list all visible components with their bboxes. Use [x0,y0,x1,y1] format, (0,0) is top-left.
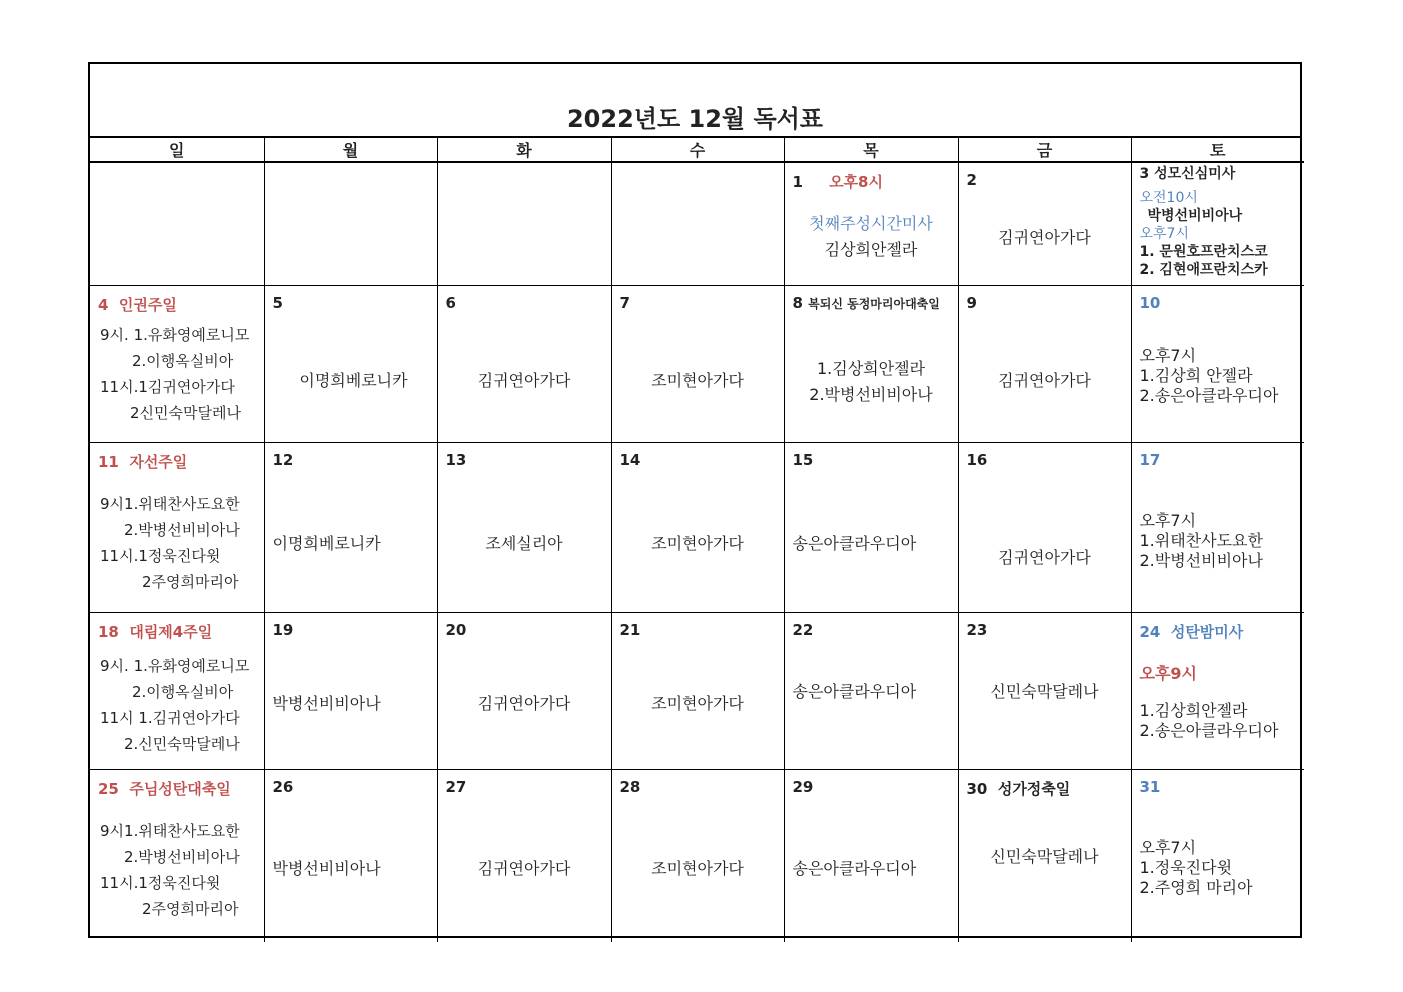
day-number: 10 [1139,294,1161,312]
day-number: 5 [272,294,283,312]
day-cell-empty [90,162,264,286]
reader-line: 9시1.위태찬사도요한 [100,495,240,513]
event-label: 성탄밤미사 [1170,623,1244,641]
day-cell-21 [611,613,784,770]
event-label: 인권주일 [118,296,177,314]
day-cell-30 [958,770,1131,943]
reader-name: 김귀연아가다 [477,859,571,878]
mass-name: 첫째주성시간미사 [809,214,933,233]
day-number: 31 [1139,778,1161,796]
day-number: 3 성모신심미사 [1139,166,1236,182]
day-number: 8 복되신 동정마리아대축일 [792,294,940,312]
day-cell-24 [1131,613,1304,770]
weekday-sun: 일 [90,137,264,162]
reader-name: 조미현아가다 [651,694,744,713]
day-number: 29 [792,778,814,796]
day-cell-14 [611,443,784,613]
reader-name: 조미현아가다 [651,371,744,390]
day-cell-16 [958,443,1131,613]
reader-name: 김귀연아가다 [477,371,571,390]
day-number: 17 [1139,451,1161,469]
reader-name: 신민숙막달레나 [990,682,1099,701]
weekday-mon: 월 [264,137,437,162]
reader-line: 2주영희마리아 [142,900,239,918]
time-label: 오후7시 [1139,226,1189,242]
day-cell-5 [264,286,437,443]
weekday-sat: 토 [1131,137,1304,162]
reader-name: 1.정욱진다윗 [1139,858,1233,877]
reader-line: 11시 1.김귀연아가다 [100,709,240,727]
reading-schedule-sheet [88,62,1302,938]
day-cell-17 [1131,443,1304,613]
day-number: 22 [792,621,814,639]
week-row-3 [90,443,1304,613]
day-number: 24 성탄밤미사 [1139,623,1244,641]
day-cell-1 [784,162,958,286]
reader-line: 2.신민숙막달레나 [124,735,240,753]
reader-name: 2.송은아클라우디아 [1139,386,1279,405]
day-cell-19 [264,613,437,770]
time-label: 오후7시 [1139,838,1197,857]
event-label: 성가정축일 [997,780,1071,798]
reader-name: 송은아클라우디아 [792,682,917,701]
day-cell-23 [958,613,1131,770]
day-cell-15 [784,443,958,613]
day-cell-9 [958,286,1131,443]
reader-name: 박병선비비아나 [1147,208,1243,224]
weekday-tue: 화 [437,137,611,162]
week-row-4 [90,613,1304,770]
day-number: 14 [619,451,641,469]
time-label: 오후7시 [1139,511,1197,530]
day-cell-4 [90,286,264,443]
day-cell-empty [611,162,784,286]
reader-name: 조세실리아 [485,534,563,553]
day-number: 30 성가정축일 [966,780,1071,798]
reader-line: 9시. 1.유화영예로니모 [100,326,250,344]
reader-line: 2.이행옥실비아 [132,352,234,370]
day-number: 18 대림제4주일 [98,623,213,641]
reader-name: 2.박병선비비아나 [1139,551,1263,570]
event-label: 성모신심미사 [1154,166,1236,182]
reader-name: 2. 김현애프란치스카 [1139,262,1268,278]
reader-name: 송은아클라우디아 [792,859,917,878]
reader-line: 11시.1김귀연아가다 [100,378,235,396]
day-number: 28 [619,778,641,796]
reader-line: 9시. 1.유화영예로니모 [100,657,250,675]
reader-name: 김귀연아가다 [477,694,571,713]
reader-name: 이명희베로니카 [272,534,381,553]
day-number: 7 [619,294,630,312]
reader-line: 2.이행옥실비아 [132,683,234,701]
weekday-header-row [90,137,1304,162]
event-label: 대림제4주일 [129,623,213,641]
day-cell-3 [1131,162,1304,286]
reader-name: 김귀연아가다 [998,548,1091,567]
reader-name: 신민숙막달레나 [990,847,1099,866]
reader-name: 조미현아가다 [651,534,744,553]
page-title: 2022년도 12월 독서표 [90,64,1300,138]
day-cell-2 [958,162,1131,286]
weekday-fri: 금 [958,137,1131,162]
day-cell-20 [437,613,611,770]
day-number: 21 [619,621,641,639]
day-cell-8 [784,286,958,443]
day-cell-10 [1131,286,1304,443]
day-number: 6 [445,294,456,312]
reader-name: 1.김상희안젤라 [816,359,925,378]
reader-line: 2.박병선비비아나 [124,521,240,539]
day-cell-13 [437,443,611,613]
reader-name: 송은아클라우디아 [792,534,917,553]
reader-line: 11시.1정욱진다윗 [100,874,221,892]
day-cell-empty [264,162,437,286]
reader-name: 1.김상희안젤라 [1139,701,1248,720]
day-cell-26 [264,770,437,943]
day-number: 25 주님성탄대축일 [98,780,231,798]
reader-name: 이명희베로니카 [299,371,408,390]
day-number: 11 자선주일 [98,453,188,471]
time-label: 오후8시 [829,173,883,191]
day-number: 1 오후8시 [792,173,883,191]
week-row-2 [90,286,1304,443]
reader-line: 2주영희마리아 [142,573,239,591]
day-cell-22 [784,613,958,770]
day-cell-29 [784,770,958,943]
reader-name: 1. 문원호프란치스코 [1139,244,1268,260]
event-label: 자선주일 [129,453,188,471]
time-label: 오후9시 [1139,664,1198,683]
reader-name: 김귀연아가다 [998,371,1091,390]
reader-name: 1.김상희 안젤라 [1139,366,1253,385]
reader-name: 박병선비비아나 [272,694,381,713]
day-number: 26 [272,778,294,796]
day-cell-empty [437,162,611,286]
reader-name: 2.송은아클라우디아 [1139,721,1279,740]
day-cell-31 [1131,770,1304,943]
day-cell-28 [611,770,784,943]
event-label: 복되신 동정마리아대축일 [808,297,940,311]
day-cell-6 [437,286,611,443]
day-number: 20 [445,621,467,639]
week-row-5 [90,770,1304,943]
day-cell-25 [90,770,264,943]
day-number: 2 [966,171,977,189]
day-number: 16 [966,451,988,469]
reader-line: 2.박병선비비아나 [124,848,240,866]
day-cell-12 [264,443,437,613]
day-number: 15 [792,451,814,469]
day-cell-27 [437,770,611,943]
day-number: 19 [272,621,294,639]
day-number: 27 [445,778,467,796]
week-row-1 [90,162,1304,286]
weekday-wed: 수 [611,137,784,162]
reader-line: 11시.1정욱진다윗 [100,547,221,565]
reader-line: 9시1.위태찬사도요한 [100,822,240,840]
day-number: 4 인권주일 [98,296,177,314]
reader-name: 김귀연아가다 [998,228,1091,247]
reader-name: 1.위태찬사도요한 [1139,531,1263,550]
reader-name: 조미현아가다 [651,859,744,878]
reader-name: 박병선비비아나 [272,859,381,878]
reader-name: 2.박병선비비아나 [809,385,933,404]
reader-line: 2신민숙막달레나 [130,404,241,422]
event-label: 주님성탄대축일 [129,780,231,798]
calendar-table [90,137,1304,942]
day-number: 9 [966,294,977,312]
day-cell-18 [90,613,264,770]
reader-name: 2.주영희 마리아 [1139,878,1253,897]
day-cell-11 [90,443,264,613]
time-label: 오후7시 [1139,346,1197,365]
time-label: 오전10시 [1139,190,1198,206]
reader-name: 김상희안젤라 [824,240,918,259]
day-number: 13 [445,451,467,469]
day-number: 23 [966,621,988,639]
day-cell-7 [611,286,784,443]
day-number: 12 [272,451,294,469]
weekday-thu: 목 [784,137,958,162]
